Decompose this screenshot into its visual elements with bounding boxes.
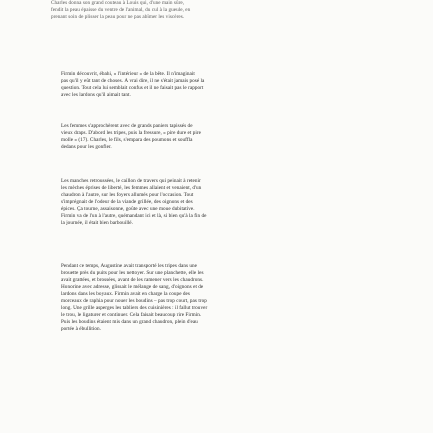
text-line: pas qu'il y eût tant de choses. À vrai dire, il ne s'était jamais posé la xyxy=(61,78,205,85)
text-line: long. Une grille asperges les tabliers des cuisinières : il fallut trouver xyxy=(61,305,208,312)
paragraph-3 xyxy=(51,178,384,227)
text-line: molle » (17). Charles, le fils, s'empara des poumons et souffla xyxy=(61,137,193,144)
text-line: avec les lardons qu'il aimait tant. xyxy=(61,92,131,99)
text-line: avait grattées, et brossées, avant de les ramener vers les chaudrons. xyxy=(61,277,204,284)
paragraph-2 xyxy=(51,123,384,151)
text-line: prenant soin de plisser la peau pour ne pas abîmer les viscères. xyxy=(51,14,185,21)
text-line: question. Tout cela lui semblait confus et il ne faisait pas le rapport xyxy=(61,85,204,92)
paragraph-0 xyxy=(51,0,384,21)
text-line: Les femmes s'approchèrent avec de grands paniers tapissés de xyxy=(61,123,193,129)
text-line: Honorine avec adresse, glissait le mélange de sang, d'oignons et de xyxy=(61,284,204,291)
text-line: le trou, le ligaturer et continuer. Cela faisait beaucoup rire Firmin. xyxy=(61,312,202,319)
text-line: épices. Ça tourne, assaisonne, goûte avec une moue dubitative. xyxy=(61,206,195,213)
text-line: Puis les boudins étaient mis dans un grand chaudron, plein d'eau xyxy=(61,319,198,326)
text-line: lardons dans les boyaux. Firmin avait en charge la coupe des xyxy=(61,291,190,298)
text-line: Charles donna son grand couteau à Louis qui, d'une main sûre, xyxy=(51,0,185,6)
paragraph-4 xyxy=(51,263,384,333)
text-line: les mèches éprises de liberté, les femmes allaient et venaient, d'un xyxy=(61,185,202,192)
text-line: brouette près du puits pour les nettoyer. Sur une planchette, elle les xyxy=(61,270,204,277)
paragraph-1 xyxy=(51,71,384,99)
text-line: dedans pour les gonfler. xyxy=(61,144,112,151)
text-line: la journée, il était bien barbouillé. xyxy=(61,220,133,227)
text-line: chaudron à l'autre, sur les foyers allumés pour l'occasion. Tout xyxy=(61,192,194,199)
text-line: Firmin va de l'un à l'autre, quémandant ici et là, si bien qu'à la fin de xyxy=(61,213,207,220)
text-line: s'imprégnait de l'odeur de la viande grillée, des oignons et des xyxy=(61,199,193,206)
text-line: portée à ébullition. xyxy=(61,326,102,333)
text-line: Firmin découvrit, ébahi, « l'intérieur » de la bête. Il n'imaginait xyxy=(61,71,195,77)
text-line: vieux draps. D'abord les tripes, puis la fressure, « pire dure et pire xyxy=(61,130,201,137)
text-line: fendit la peau épaisse du ventre de l'animal, du cul à la gueule, en xyxy=(51,7,191,14)
text-line: Les manches retroussées, le caillon de travers qui peinait à retenir xyxy=(61,178,201,184)
text-line: Pendant ce temps, Augustine avait transporté les tripes dans une xyxy=(61,263,198,269)
text-line: morceaux de raphia pour nouer les boudins – pas trop court, pas trop xyxy=(61,298,207,305)
